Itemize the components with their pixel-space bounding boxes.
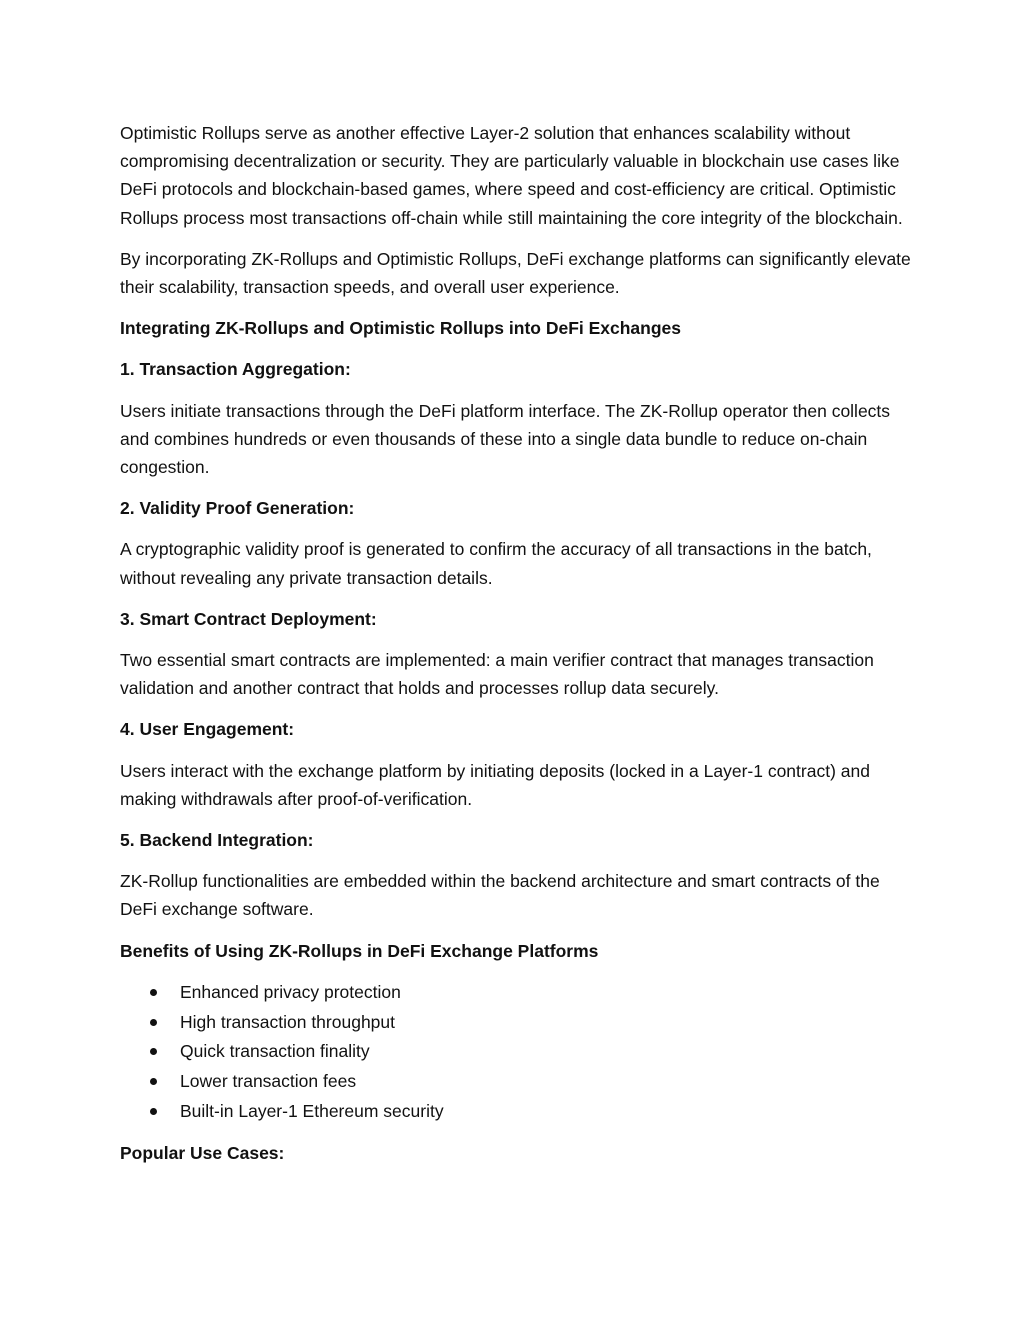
list-item-text: Lower transaction fees xyxy=(180,1070,357,1091)
step-text-1: Users initiate transactions through the DeFi platform interface. The ZK-Rollup operator then collects and combines hundreds or even thousands of these into a single data bundle to reduce on-chain congestion. xyxy=(120,400,891,478)
bullet-icon xyxy=(150,1048,157,1055)
step-text-3: Two essential smart contracts are implemented: a main verifier contract that manages transaction validation and another contract that holds and processes rollup data securely. xyxy=(120,650,874,699)
list-item xyxy=(120,1008,920,1038)
paragraph-optimistic-rollups: Optimistic Rollups serve as another effective Layer-2 solution that enhances scalability without compromising decentralization or security. They are particularly valuable in blockchain use cases like DeFi protocols and blockchain-based games, where speed and cost-efficiency are critical. Optimistic Rollups process most transactions off-chain while still maintaining the core integrity of the blockchain. xyxy=(120,123,903,228)
document-body xyxy=(120,119,920,1181)
list-item xyxy=(120,1037,920,1067)
benefits-list xyxy=(120,978,920,1127)
bullet-icon xyxy=(150,1108,157,1115)
list-item-text: Built-in Layer-1 Ethereum security xyxy=(180,1100,444,1121)
step-heading-5: 5. Backend Integration: xyxy=(120,830,314,851)
bullet-icon xyxy=(150,1078,157,1085)
paragraph-incorporating-rollups: By incorporating ZK-Rollups and Optimistic Rollups, DeFi exchange platforms can significantly elevate their scalability, transaction speeds, and overall user experience. xyxy=(120,248,911,298)
step-text-5: ZK-Rollup functionalities are embedded within the backend architecture and smart contracts of the DeFi exchange software. xyxy=(120,871,880,920)
list-item-text: High transaction throughput xyxy=(180,1011,395,1032)
bullet-icon xyxy=(150,1019,157,1026)
step-heading-4: 4. User Engagement: xyxy=(120,719,295,740)
step-heading-2: 2. Validity Proof Generation: xyxy=(120,498,355,519)
step-heading-1: 1. Transaction Aggregation: xyxy=(120,359,351,380)
section-heading-integration: Integrating ZK-Rollups and Optimistic Rollups into DeFi Exchanges xyxy=(120,318,682,339)
list-item xyxy=(120,1097,920,1127)
bullet-icon xyxy=(150,989,157,996)
list-item-text: Enhanced privacy protection xyxy=(180,981,401,1002)
step-text-2: A cryptographic validity proof is generated to confirm the accuracy of all transactions in the batch, without revealing any private transaction details. xyxy=(120,539,872,588)
list-item xyxy=(120,1067,920,1097)
step-text-4: Users interact with the exchange platform by initiating deposits (locked in a Layer-1 contract) and making withdrawals after proof-of-verification. xyxy=(120,760,870,809)
section-heading-benefits: Benefits of Using ZK-Rollups in DeFi Exchange Platforms xyxy=(120,940,599,961)
step-heading-3: 3. Smart Contract Deployment: xyxy=(120,608,377,629)
section-heading-use-cases: Popular Use Cases: xyxy=(120,1143,285,1164)
list-item xyxy=(120,978,920,1008)
list-item-text: Quick transaction finality xyxy=(180,1041,370,1062)
